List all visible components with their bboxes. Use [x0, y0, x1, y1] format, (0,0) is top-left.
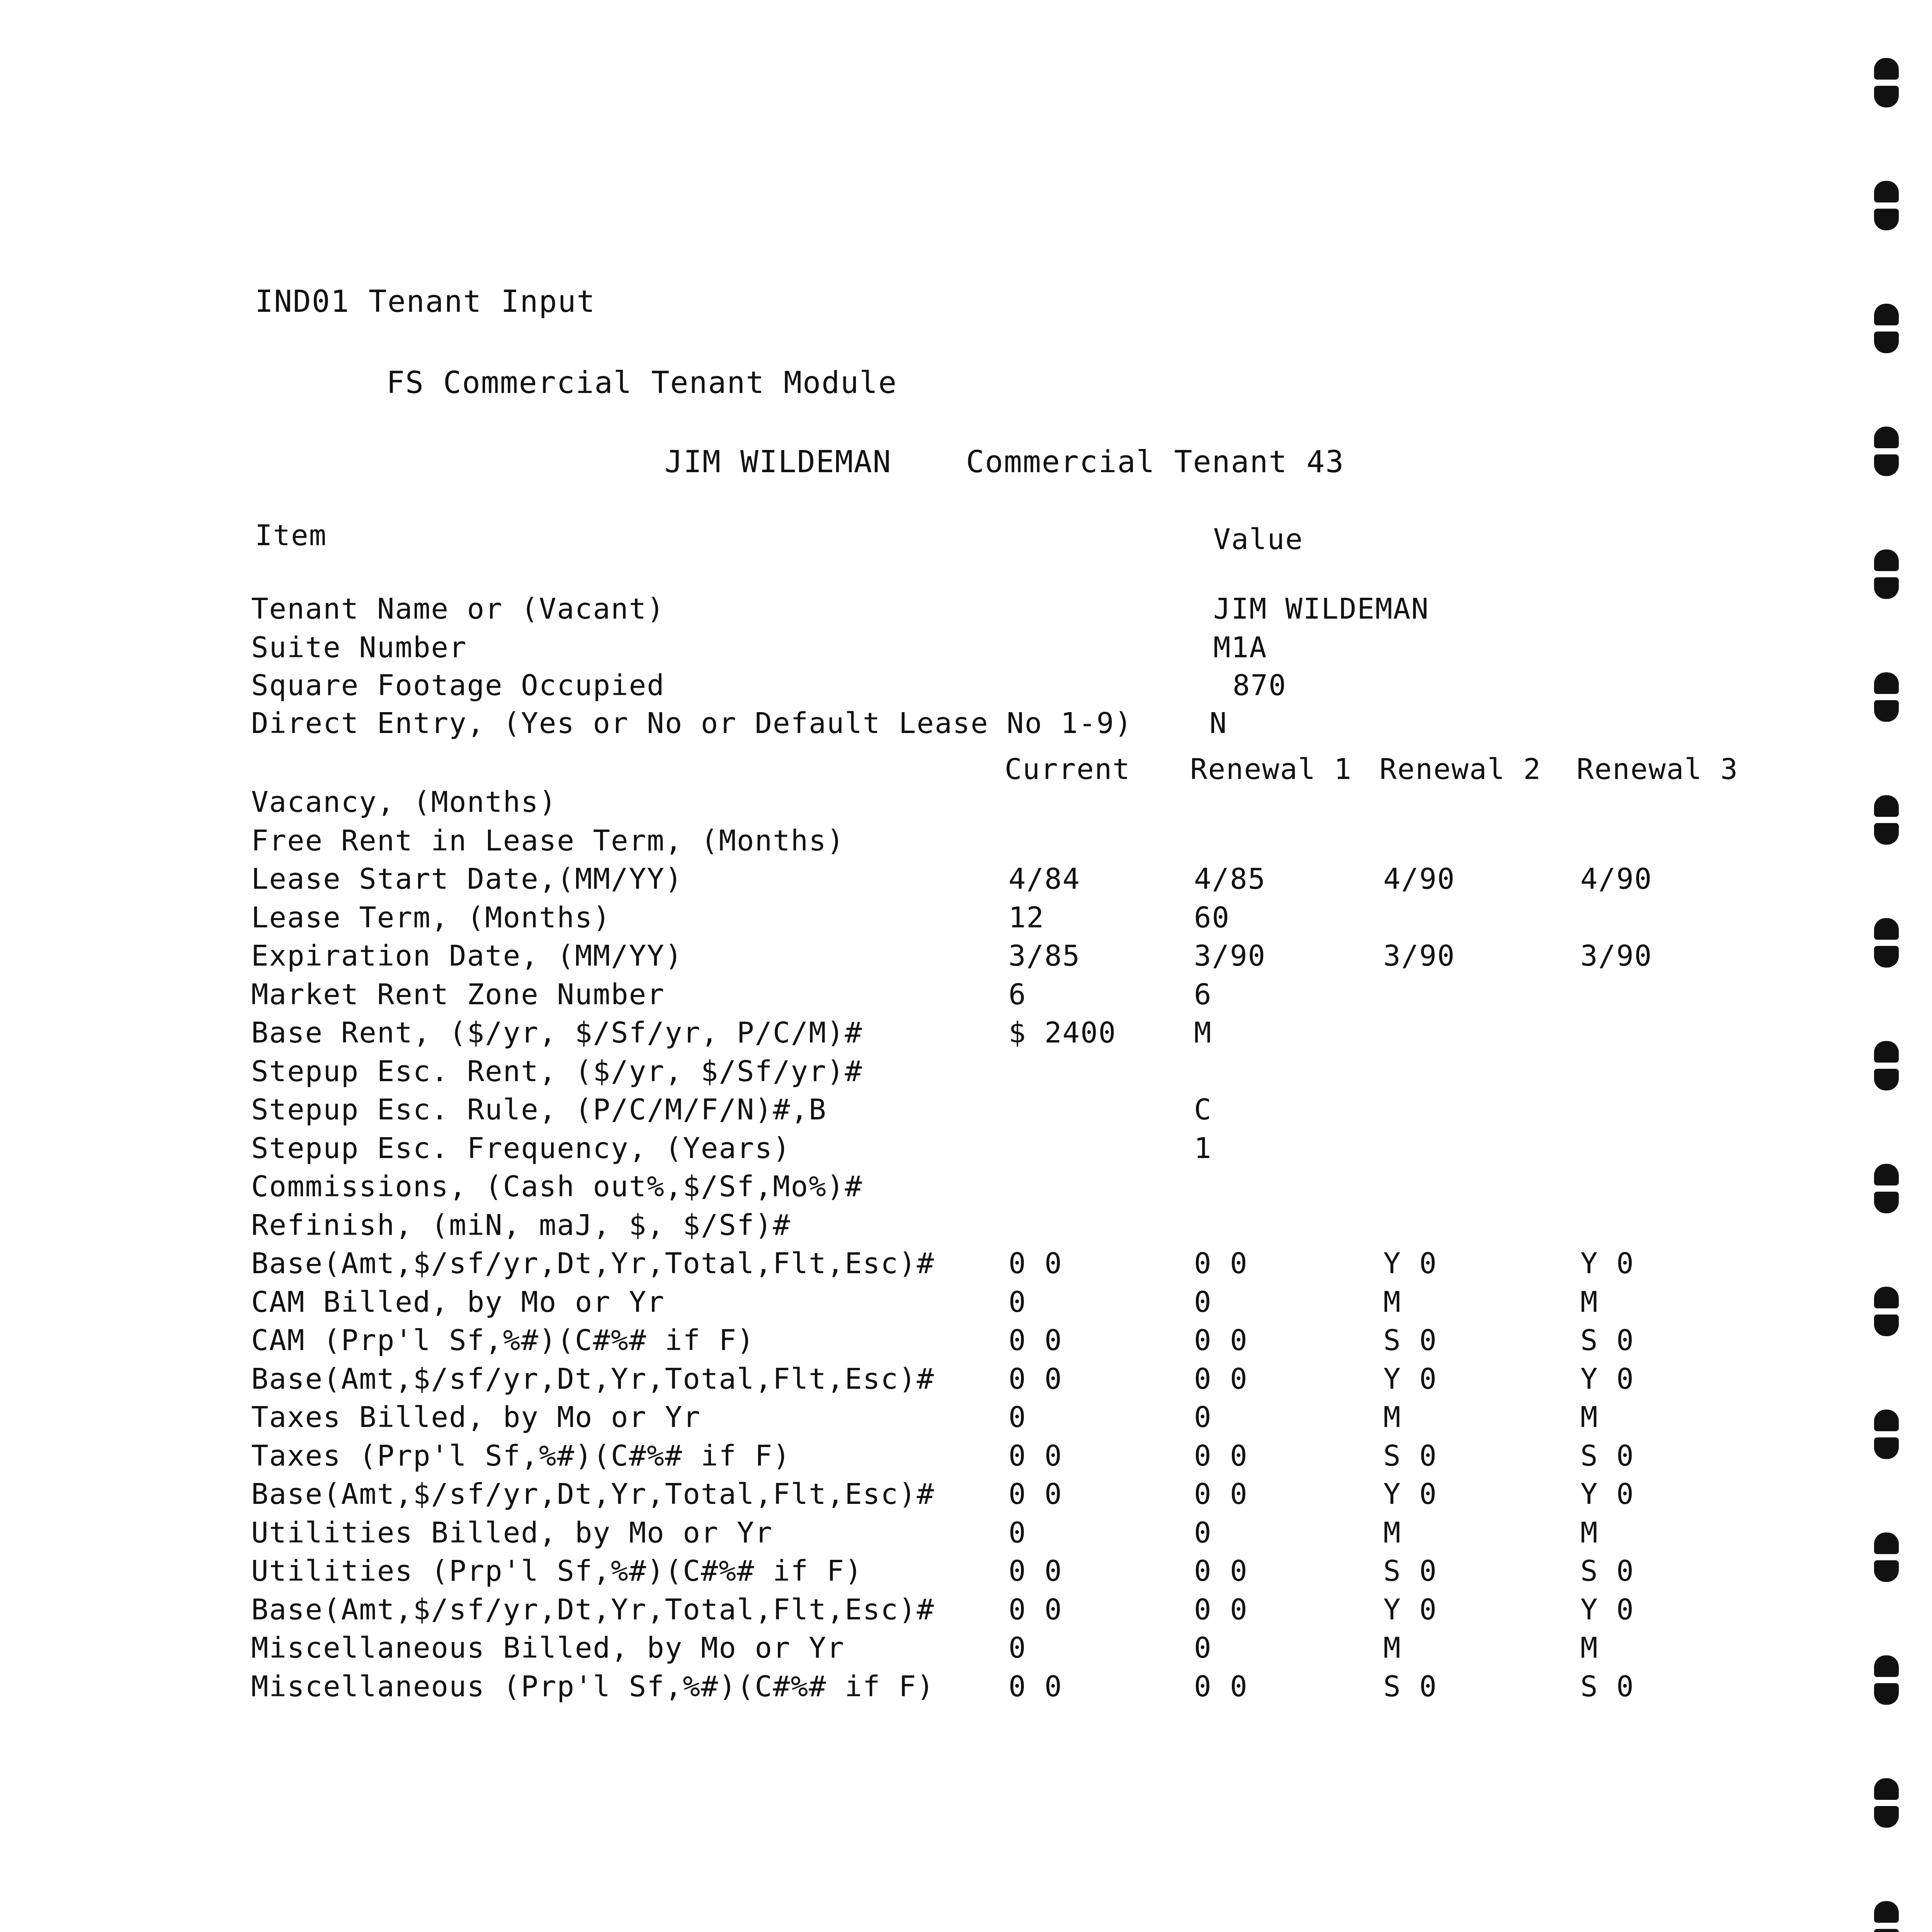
tenant-name-header: JIM WILDEMAN — [665, 445, 892, 480]
current-column-header: Current — [1005, 753, 1131, 786]
field-label: Square Footage Occupied — [251, 669, 665, 702]
table-row — [0, 1630, 1932, 1666]
table-row — [0, 900, 1932, 935]
table-row — [0, 823, 1932, 859]
field-value[interactable]: N — [1209, 707, 1228, 740]
cell-renewal1[interactable]: 0 0 — [1194, 1362, 1248, 1396]
renewal3-column-header: Renewal 3 — [1577, 753, 1738, 786]
row-label: Refinish, (miN, maJ, $, $/Sf)# — [251, 1209, 791, 1242]
cell-renewal3[interactable]: M — [1580, 1631, 1599, 1665]
cell-current[interactable]: 0 0 — [1009, 1247, 1063, 1280]
cell-renewal3[interactable]: S 0 — [1580, 1324, 1634, 1357]
binding-hole — [1874, 1778, 1899, 1800]
table-row — [0, 784, 1932, 820]
binding-hole — [1874, 1929, 1899, 1932]
table-row — [0, 1592, 1932, 1628]
row-label: Miscellaneous (Prp'l Sf,%#)(C#%# if F) — [251, 1670, 935, 1703]
table-row — [0, 1323, 1932, 1358]
binding-hole — [1874, 549, 1899, 571]
basic-field-row — [0, 668, 1932, 703]
binding-hole — [1874, 58, 1899, 80]
binding-hole — [1874, 181, 1899, 202]
table-row — [0, 1131, 1932, 1166]
row-label: Stepup Esc. Rule, (P/C/M/F/N)#,B — [251, 1093, 827, 1126]
binding-hole — [1874, 700, 1899, 722]
cell-renewal1[interactable]: 0 — [1194, 1286, 1212, 1319]
cell-current[interactable]: 12 — [1009, 901, 1045, 934]
cell-current[interactable]: 4/84 — [1009, 862, 1081, 896]
basic-field-row — [0, 630, 1932, 665]
cell-renewal1[interactable]: 3/90 — [1194, 939, 1266, 973]
row-label: Base(Amt,$/sf/yr,Dt,Yr,Total,Flt,Esc)# — [251, 1247, 935, 1280]
cell-renewal2[interactable]: Y 0 — [1383, 1247, 1437, 1280]
spiral-binding-holes — [1874, 0, 1932, 1932]
cell-renewal3[interactable]: S 0 — [1580, 1670, 1634, 1703]
cell-renewal3[interactable]: Y 0 — [1580, 1362, 1634, 1396]
binding-hole — [1874, 304, 1899, 325]
row-label: Base(Amt,$/sf/yr,Dt,Yr,Total,Flt,Esc)# — [251, 1478, 935, 1511]
binding-hole — [1874, 1410, 1899, 1431]
table-row — [0, 977, 1932, 1012]
cell-renewal3[interactable]: S 0 — [1580, 1554, 1634, 1588]
cell-renewal1[interactable]: 0 — [1194, 1516, 1212, 1549]
row-label: Base Rent, ($/yr, $/Sf/yr, P/C/M)# — [251, 1016, 863, 1049]
cell-current[interactable]: 0 0 — [1009, 1478, 1063, 1511]
table-row — [0, 1400, 1932, 1435]
cell-renewal1[interactable]: 0 — [1194, 1401, 1212, 1434]
basic-field-row — [0, 591, 1932, 627]
cell-current[interactable]: 0 — [1009, 1401, 1027, 1434]
binding-hole — [1874, 577, 1899, 599]
item-column-header: Item — [255, 519, 327, 552]
row-label: Stepup Esc. Frequency, (Years) — [251, 1132, 791, 1165]
table-row — [0, 1015, 1932, 1051]
row-label: Lease Start Date,(MM/YY) — [251, 862, 683, 896]
table-row — [0, 1284, 1932, 1320]
binding-hole — [1874, 1069, 1899, 1090]
cell-renewal1[interactable]: 1 — [1194, 1132, 1212, 1165]
cell-renewal2[interactable]: M — [1383, 1286, 1401, 1319]
row-label: Free Rent in Lease Term, (Months) — [251, 824, 845, 857]
cell-renewal2[interactable]: S 0 — [1383, 1554, 1437, 1588]
cell-current[interactable]: $ 2400 — [1009, 1016, 1117, 1049]
row-label: Market Rent Zone Number — [251, 978, 665, 1011]
binding-hole — [1874, 1560, 1899, 1582]
binding-hole — [1874, 1683, 1899, 1705]
renewal1-column-header: Renewal 1 — [1190, 753, 1352, 786]
binding-hole — [1874, 427, 1899, 448]
binding-hole — [1874, 1655, 1899, 1677]
row-label: Stepup Esc. Rent, ($/yr, $/Sf/yr)# — [251, 1055, 863, 1088]
cell-renewal3[interactable]: Y 0 — [1580, 1478, 1634, 1511]
table-row — [0, 1438, 1932, 1474]
field-value[interactable]: 870 — [1233, 669, 1287, 702]
cell-current[interactable]: 6 — [1009, 978, 1027, 1011]
cell-current[interactable]: 0 0 — [1009, 1554, 1063, 1588]
cell-renewal1[interactable]: 6 — [1194, 978, 1212, 1011]
cell-renewal3[interactable]: 4/90 — [1580, 862, 1653, 896]
cell-current[interactable]: 0 — [1009, 1286, 1027, 1319]
binding-hole — [1874, 86, 1899, 107]
table-row — [0, 938, 1932, 974]
screen-id: IND01 Tenant Input — [255, 284, 596, 319]
binding-hole — [1874, 454, 1899, 476]
cell-current[interactable]: 0 — [1009, 1631, 1027, 1665]
cell-current[interactable]: 0 0 — [1009, 1593, 1063, 1626]
cell-renewal2[interactable]: S 0 — [1383, 1670, 1437, 1703]
cell-current[interactable]: 0 0 — [1009, 1362, 1063, 1396]
cell-renewal1[interactable]: 0 0 — [1194, 1247, 1248, 1280]
binding-hole — [1874, 1287, 1899, 1308]
cell-renewal2[interactable]: Y 0 — [1383, 1478, 1437, 1511]
binding-hole — [1874, 1532, 1899, 1554]
row-label: CAM Billed, by Mo or Yr — [251, 1286, 665, 1319]
cell-renewal2[interactable]: S 0 — [1383, 1324, 1437, 1357]
binding-hole — [1874, 823, 1899, 845]
binding-hole — [1874, 672, 1899, 694]
binding-hole — [1874, 332, 1899, 353]
cell-renewal2[interactable]: M — [1383, 1516, 1401, 1549]
binding-hole — [1874, 1437, 1899, 1459]
field-value[interactable]: JIM WILDEMAN — [1213, 592, 1429, 626]
row-label: Vacancy, (Months) — [251, 786, 557, 819]
table-row — [0, 1246, 1932, 1281]
cell-renewal2[interactable]: 4/90 — [1383, 862, 1456, 896]
table-row — [0, 1092, 1932, 1128]
basic-field-row — [0, 706, 1932, 741]
binding-hole — [1874, 946, 1899, 968]
cell-renewal3[interactable]: Y 0 — [1580, 1593, 1634, 1626]
cell-renewal3[interactable]: M — [1580, 1401, 1599, 1434]
cell-renewal1[interactable]: C — [1194, 1093, 1212, 1126]
cell-renewal2[interactable]: S 0 — [1383, 1439, 1437, 1473]
table-row — [0, 1361, 1932, 1397]
cell-renewal1[interactable]: 0 0 — [1194, 1439, 1248, 1473]
binding-hole — [1874, 1192, 1899, 1213]
table-row — [0, 1208, 1932, 1243]
row-label: Lease Term, (Months) — [251, 901, 611, 934]
row-label: Taxes Billed, by Mo or Yr — [251, 1401, 701, 1434]
cell-renewal1[interactable]: 0 0 — [1194, 1478, 1248, 1511]
cell-renewal1[interactable]: M — [1194, 1016, 1212, 1049]
cell-renewal3[interactable]: Y 0 — [1580, 1247, 1634, 1280]
table-row — [0, 1054, 1932, 1089]
cell-renewal2[interactable]: M — [1383, 1401, 1401, 1434]
row-label: CAM (Prp'l Sf,%#)(C#%# if F) — [251, 1324, 755, 1357]
binding-hole — [1874, 795, 1899, 817]
cell-current[interactable]: 3/85 — [1009, 939, 1081, 973]
cell-renewal2[interactable]: Y 0 — [1383, 1362, 1437, 1396]
cell-renewal1[interactable]: 60 — [1194, 901, 1230, 934]
binding-hole — [1874, 209, 1899, 230]
table-row — [0, 1515, 1932, 1551]
tenant-number-header: Commercial Tenant 43 — [966, 445, 1345, 480]
table-row — [0, 1553, 1932, 1589]
row-label: Taxes (Prp'l Sf,%#)(C#%# if F) — [251, 1439, 791, 1473]
row-label: Base(Amt,$/sf/yr,Dt,Yr,Total,Flt,Esc)# — [251, 1593, 935, 1626]
value-column-header: Value — [1213, 523, 1303, 556]
cell-renewal1[interactable]: 0 — [1194, 1631, 1212, 1665]
field-label: Suite Number — [251, 631, 467, 664]
row-label: Miscellaneous Billed, by Mo or Yr — [251, 1631, 845, 1665]
binding-hole — [1874, 1164, 1899, 1185]
cell-renewal1[interactable]: 0 0 — [1194, 1324, 1248, 1357]
cell-renewal1[interactable]: 0 0 — [1194, 1670, 1248, 1703]
row-label: Utilities Billed, by Mo or Yr — [251, 1516, 773, 1549]
cell-renewal1[interactable]: 0 0 — [1194, 1593, 1248, 1626]
cell-current[interactable]: 0 0 — [1009, 1670, 1063, 1703]
field-label: Tenant Name or (Vacant) — [251, 592, 665, 626]
module-title: FS Commercial Tenant Module — [386, 366, 897, 400]
row-label: Base(Amt,$/sf/yr,Dt,Yr,Total,Flt,Esc)# — [251, 1362, 935, 1396]
cell-renewal2[interactable]: Y 0 — [1383, 1593, 1437, 1626]
binding-hole — [1874, 1041, 1899, 1063]
renewal2-column-header: Renewal 2 — [1379, 753, 1541, 786]
field-value[interactable]: M1A — [1213, 631, 1267, 664]
row-label: Expiration Date, (MM/YY) — [251, 939, 683, 973]
table-row — [0, 1476, 1932, 1512]
table-row — [0, 861, 1932, 897]
row-label: Utilities (Prp'l Sf,%#)(C#%# if F) — [251, 1554, 863, 1588]
cell-renewal3[interactable]: 3/90 — [1580, 939, 1653, 973]
cell-renewal3[interactable]: M — [1580, 1516, 1599, 1549]
cell-current[interactable]: 0 0 — [1009, 1324, 1063, 1357]
binding-hole — [1874, 1806, 1899, 1828]
binding-hole — [1874, 1315, 1899, 1336]
cell-current[interactable]: 0 0 — [1009, 1439, 1063, 1473]
table-row — [0, 1669, 1932, 1704]
binding-hole — [1874, 918, 1899, 940]
row-label: Commissions, (Cash out%,$/Sf,Mo%)# — [251, 1170, 863, 1203]
field-label: Direct Entry, (Yes or No or Default Lease No 1-9) — [251, 707, 1133, 740]
cell-renewal1[interactable]: 4/85 — [1194, 862, 1266, 896]
cell-renewal2[interactable]: 3/90 — [1383, 939, 1456, 973]
cell-renewal2[interactable]: M — [1383, 1631, 1401, 1665]
table-row — [0, 1169, 1932, 1204]
cell-renewal1[interactable]: 0 0 — [1194, 1554, 1248, 1588]
cell-renewal3[interactable]: S 0 — [1580, 1439, 1634, 1473]
binding-hole — [1874, 1901, 1899, 1923]
cell-current[interactable]: 0 — [1009, 1516, 1027, 1549]
cell-renewal3[interactable]: M — [1580, 1286, 1599, 1319]
